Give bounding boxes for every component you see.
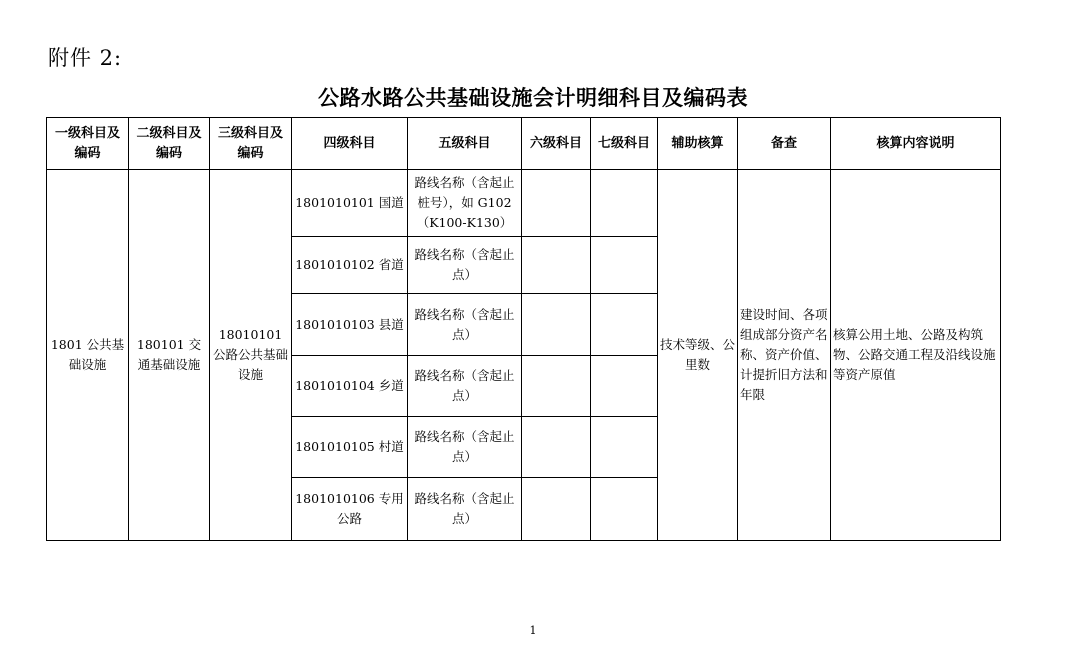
level5-cell: 路线名称（含起止点） [408,478,522,541]
level7-cell [591,237,658,294]
header-level6: 六级科目 [522,118,591,170]
level5-cell: 路线名称（含起止桩号），如 G102（K100-K130） [408,170,522,237]
header-level3: 三级科目及编码 [210,118,292,170]
level6-cell [522,356,591,417]
header-level7: 七级科目 [591,118,658,170]
memo-cell: 建设时间、各项组成部分资产名称、资产价值、计提折旧方法和年限 [738,170,831,541]
table-row [47,170,1001,237]
auxiliary-cell: 技术等级、公里数 [658,170,738,541]
level6-cell [522,478,591,541]
level7-cell [591,294,658,356]
attachment-label: 附件 2: [48,46,123,70]
level2-cell: 180101 交通基础设施 [129,170,210,541]
level6-cell [522,417,591,478]
level5-cell: 路线名称（含起止点） [408,356,522,417]
level1-cell: 1801 公共基础设施 [47,170,129,541]
description-cell: 核算公用土地、公路及构筑物、公路交通工程及沿线设施等资产原值 [831,170,1001,541]
level7-cell [591,417,658,478]
level5-cell: 路线名称（含起止点） [408,237,522,294]
header-level1: 一级科目及编码 [47,118,129,170]
page-number: 1 [529,624,537,637]
level4-cell: 1801010104 乡道 [292,356,408,417]
header-level5: 五级科目 [408,118,522,170]
header-memo: 备查 [738,118,831,170]
header-level4: 四级科目 [292,118,408,170]
level6-cell [522,170,591,237]
table-header-row [47,118,1001,170]
header-auxiliary: 辅助核算 [658,118,738,170]
level6-cell [522,237,591,294]
level5-cell: 路线名称（含起止点） [408,294,522,356]
header-description: 核算内容说明 [831,118,1001,170]
account-code-table [46,117,1001,541]
level7-cell [591,478,658,541]
level4-cell: 1801010101 国道 [292,170,408,237]
level6-cell [522,294,591,356]
level4-cell: 1801010105 村道 [292,417,408,478]
page-title: 公路水路公共基础设施会计明细科目及编码表 [318,86,748,110]
level7-cell [591,170,658,237]
level4-cell: 1801010102 省道 [292,237,408,294]
level5-cell: 路线名称（含起止点） [408,417,522,478]
level4-cell: 1801010106 专用公路 [292,478,408,541]
header-level2: 二级科目及编码 [129,118,210,170]
level4-cell: 1801010103 县道 [292,294,408,356]
level3-cell: 18010101 公路公共基础设施 [210,170,292,541]
level7-cell [591,356,658,417]
